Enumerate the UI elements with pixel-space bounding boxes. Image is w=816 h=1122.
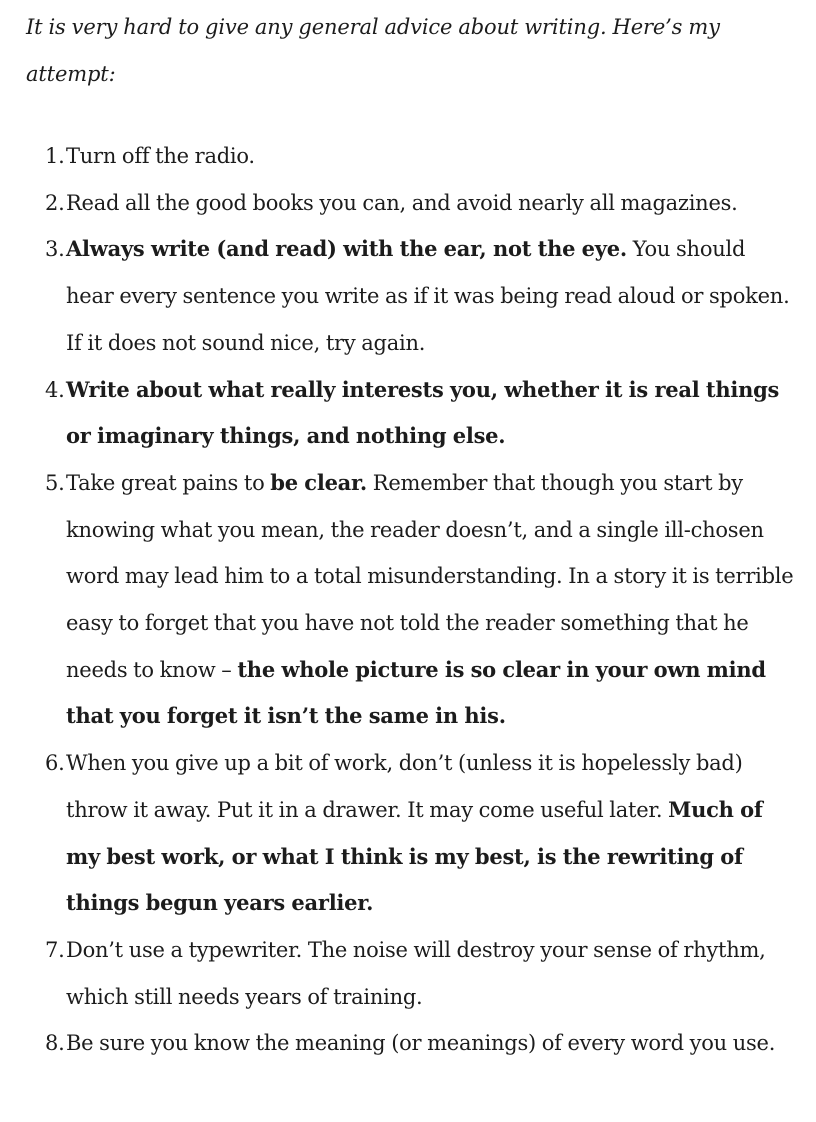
list-item [26,367,796,460]
list-item-text: Don’t use a typewriter. The noise will destroy your sense of rhythm, which still needs years of training. [66,937,766,1009]
intro-paragraph: It is very hard to give any general advice about writing. Here’s my attempt: [26,15,720,86]
list-item-number: 2. [45,190,65,215]
list-item-text: Read all the good books you can, and avoid nearly all magazines. [66,190,738,215]
list-item-number: 8. [45,1031,65,1056]
list-item-number: 4. [45,377,65,402]
list-item-text: Be sure you know the meaning (or meanings) of every word you use. [66,1031,776,1056]
list-item [26,180,796,227]
list-item-bold-text: the whole picture is so clear in your own mind that you forget it isn’t the same in his. [66,656,766,729]
list-item [26,1020,796,1067]
list-item [26,226,796,366]
list-item-text: When you give up a bit of work, don’t (unless it is hopelessly bad) throw it away. Put it in a drawer. It may come useful later. [66,751,743,822]
list-item-number: 1. [45,144,65,168]
list-item-bold-text: Much of my best work, or what I think is my best, is the rewriting of things begun years earlier. [66,796,763,916]
list-item-bold-text: be clear. [270,469,367,495]
list-item-number: 3. [45,237,65,262]
list-item-bold-text: Always write (and read) with the ear, not the eye. [66,236,627,262]
list-item-text: Turn off the radio. [66,144,255,168]
advice-list [26,133,796,1067]
list-item [26,927,796,1020]
list-item-text: Remember that though you start by knowing what you mean, the reader doesn’t, and a single ill-chosen word may lead him to a total misunderstanding. In a story it is terrible easy to forget that you have not told the reader something that he needs to know – [66,470,794,682]
list-item-number: 5. [45,470,65,495]
list-item-bold-text: Write about what really interests you, whether it is real things or imaginary things, and nothing else. [66,376,780,449]
list-item-number: 6. [45,751,65,776]
list-item-number: 7. [45,937,65,962]
list-item-text: Take great pains to [66,470,271,495]
list-item-text: You should hear every sentence you write as if it was being read aloud or spoken. If it does not sound nice, try again. [66,237,790,355]
list-item [26,133,796,180]
list-item [26,740,796,927]
list-item [26,460,796,740]
